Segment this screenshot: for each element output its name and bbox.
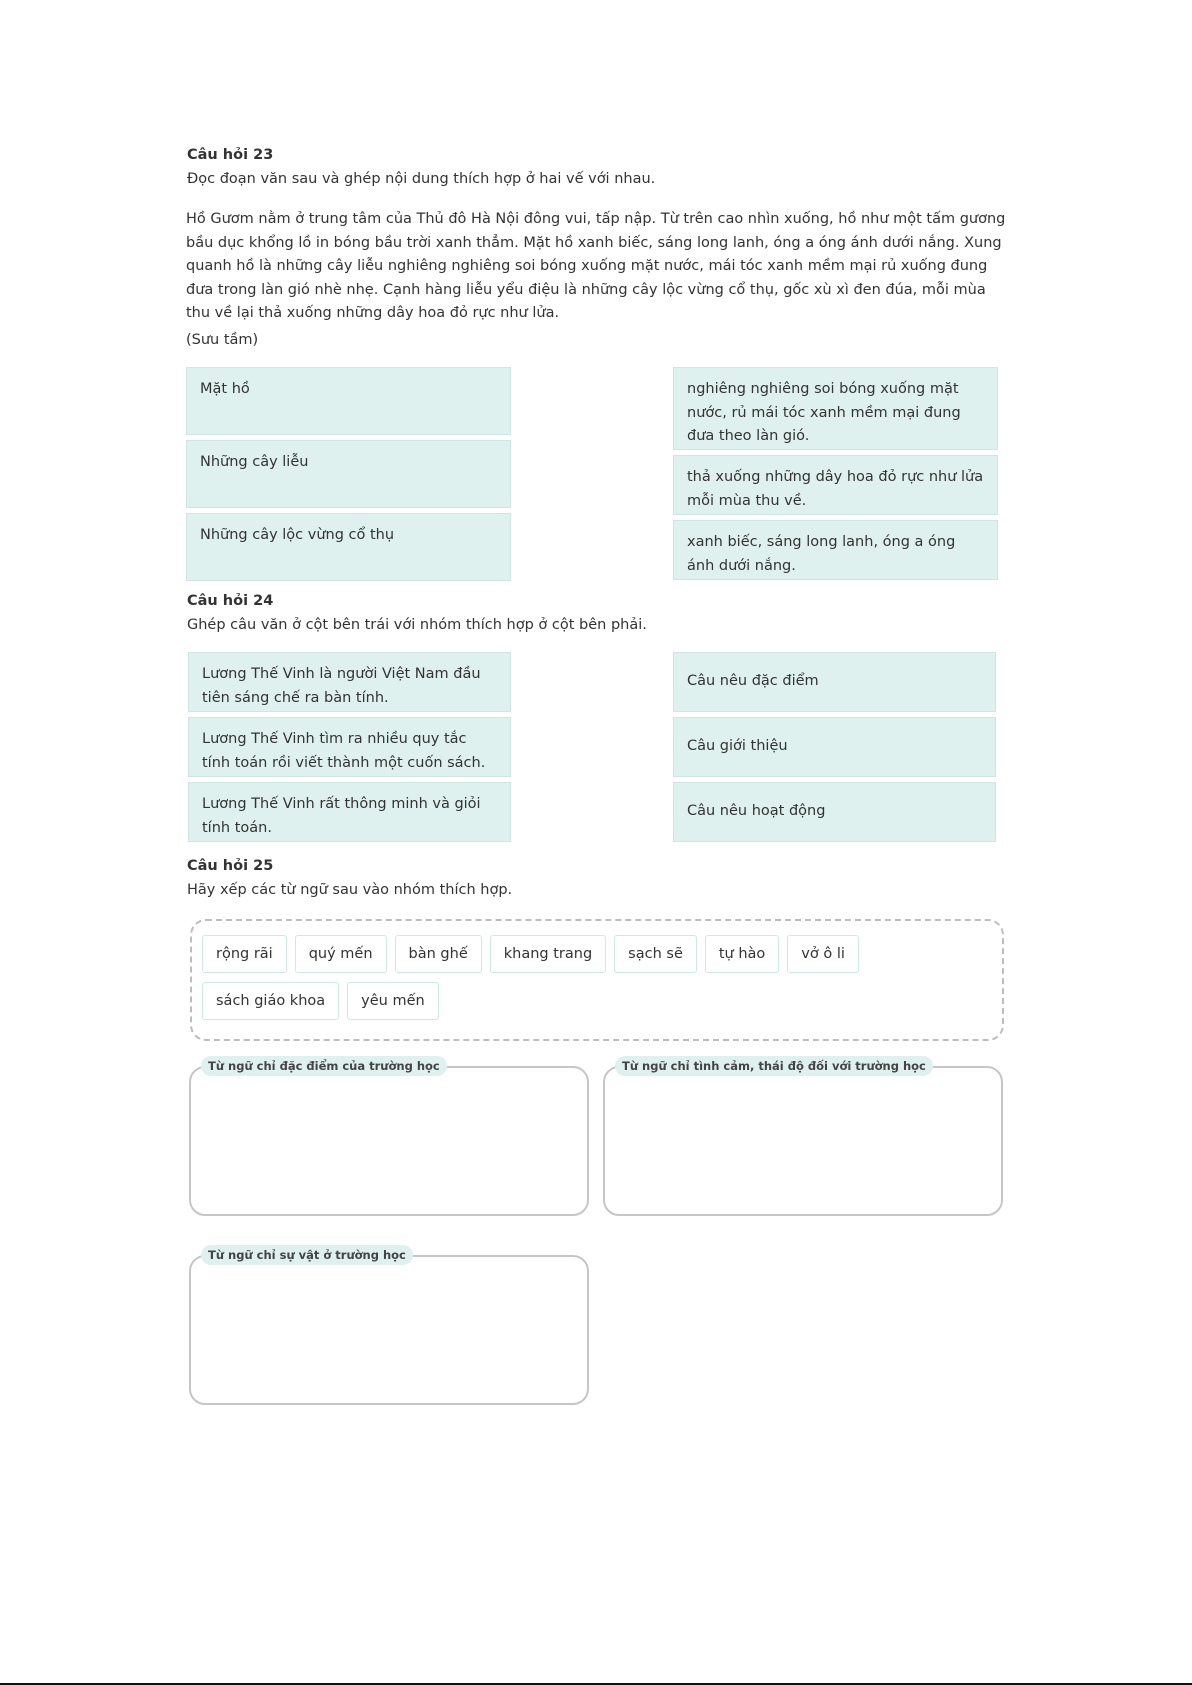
word-chip[interactable]: yêu mến [347,982,439,1020]
word-pool [190,919,1004,1041]
q23-right-item[interactable]: xanh biếc, sáng long lanh, óng a óng ánh dưới nắng. [673,520,998,580]
q23-right-item[interactable]: thả xuống những dây hoa đỏ rực như lửa mỗi mùa thu về. [673,455,998,515]
word-chip[interactable]: rộng rãi [202,935,287,973]
group-label: Từ ngữ chỉ sự vật ở trường học [201,1245,413,1265]
q25-instruction: Hãy xếp các từ ngữ sau vào nhóm thích hợp. [187,882,513,898]
q24-right-item[interactable]: Câu nêu hoạt động [673,782,996,842]
q24-left-item[interactable]: Lương Thế Vinh tìm ra nhiều quy tắc tính toán rồi viết thành một cuốn sách. [188,717,511,777]
q23-right-item[interactable]: nghiêng nghiêng soi bóng xuống mặt nước, rủ mái tóc xanh mềm mại đung đưa theo làn gió. [673,367,998,450]
q25-title: Câu hỏi 25 [187,858,274,874]
drop-group-tinh-cam[interactable] [603,1059,1003,1216]
drop-group-su-vat[interactable] [189,1248,589,1405]
q24-right-item[interactable]: Câu giới thiệu [673,717,996,777]
group-label: Từ ngữ chỉ tình cảm, thái độ đối với trường học [615,1056,933,1076]
q24-instruction: Ghép câu văn ở cột bên trái với nhóm thích hợp ở cột bên phải. [187,617,647,633]
q23-left-item[interactable]: Mặt hồ [186,367,511,435]
q23-left-item[interactable]: Những cây lộc vừng cổ thụ [186,513,511,581]
q24-title: Câu hỏi 24 [187,593,274,609]
word-chip[interactable]: khang trang [490,935,606,973]
q23-passage: Hồ Gươm nằm ở trung tâm của Thủ đô Hà Nội đông vui, tấp nập. Từ trên cao nhìn xuống, hồ như một tấm gương bầu dục khổng lồ in bóng bầu trời xanh thẳm. Mặt hồ xanh biếc, sáng long lanh, óng a óng ánh dưới nắng. Xung quanh hồ là những cây liễu nghiêng nghiêng soi bóng xuống mặt nước, mái tóc xanh mềm mại rủ xuống đung đưa trong làn gió nhè nhẹ. Cạnh hàng liễu yểu điệu là những cây lộc vừng cổ thụ, gốc xù xì đen đúa, mỗi mùa thu về lại thả xuống những dây hoa đỏ rực như lửa. [186,211,1006,321]
word-chip[interactable]: sạch sẽ [614,935,697,973]
q23-instruction: Đọc đoạn văn sau và ghép nội dung thích hợp ở hai vế với nhau. [187,171,656,187]
word-chip[interactable]: quý mến [295,935,387,973]
group-label: Từ ngữ chỉ đặc điểm của trường học [201,1056,447,1076]
q23-source: (Sưu tầm) [186,332,259,348]
q23-title: Câu hỏi 23 [187,147,274,163]
word-chip[interactable]: tự hào [705,935,779,973]
q23-left-item[interactable]: Những cây liễu [186,440,511,508]
q24-left-item[interactable]: Lương Thế Vinh rất thông minh và giỏi tính toán. [188,782,511,842]
word-chip[interactable]: vở ô li [787,935,859,973]
q24-left-item[interactable]: Lương Thế Vinh là người Việt Nam đầu tiên sáng chế ra bàn tính. [188,652,511,712]
word-chip[interactable]: sách giáo khoa [202,982,339,1020]
q24-right-item[interactable]: Câu nêu đặc điểm [673,652,996,712]
word-chip[interactable]: bàn ghế [395,935,482,973]
drop-group-dac-diem[interactable] [189,1059,589,1216]
